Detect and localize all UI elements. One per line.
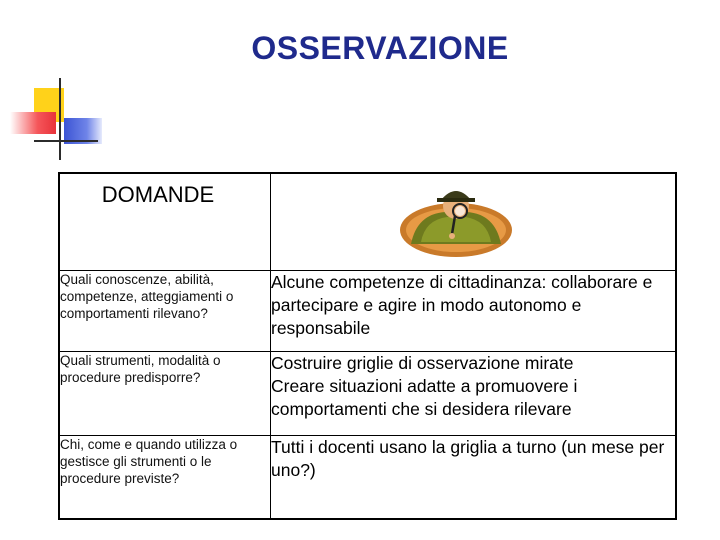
answer-2-line-2: Creare situazioni adatte a promuovere i comportamenti che si desidera rilevare <box>271 376 578 419</box>
answer-3: Tutti i docenti usano la griglia a turno (un mese per uno?) <box>271 436 677 520</box>
answer-2-line-1: Costruire griglie di osservazione mirate <box>271 353 574 373</box>
answer-2 <box>271 352 677 436</box>
decorative-squares-icon <box>8 78 108 168</box>
question-3: Chi, come e quando utilizza o gestisce gli strumenti o le procedure previste? <box>59 436 271 520</box>
answer-1: Alcune competenze di cittadinanza: collaborare e partecipare e agire in modo autonomo e responsabile <box>271 271 677 352</box>
header-cell <box>59 173 271 271</box>
question-1: Quali conoscenze, abilità, competenze, atteggiamenti o comportamenti rilevano? <box>59 271 271 352</box>
detective-icon <box>397 184 515 258</box>
question-2: Quali strumenti, modalità o procedure predisporre? <box>59 352 271 436</box>
header-label: DOMANDE <box>101 182 215 207</box>
questions-table <box>58 172 677 520</box>
slide-title: OSSERVAZIONE <box>251 30 509 66</box>
illustration-cell <box>271 173 677 271</box>
